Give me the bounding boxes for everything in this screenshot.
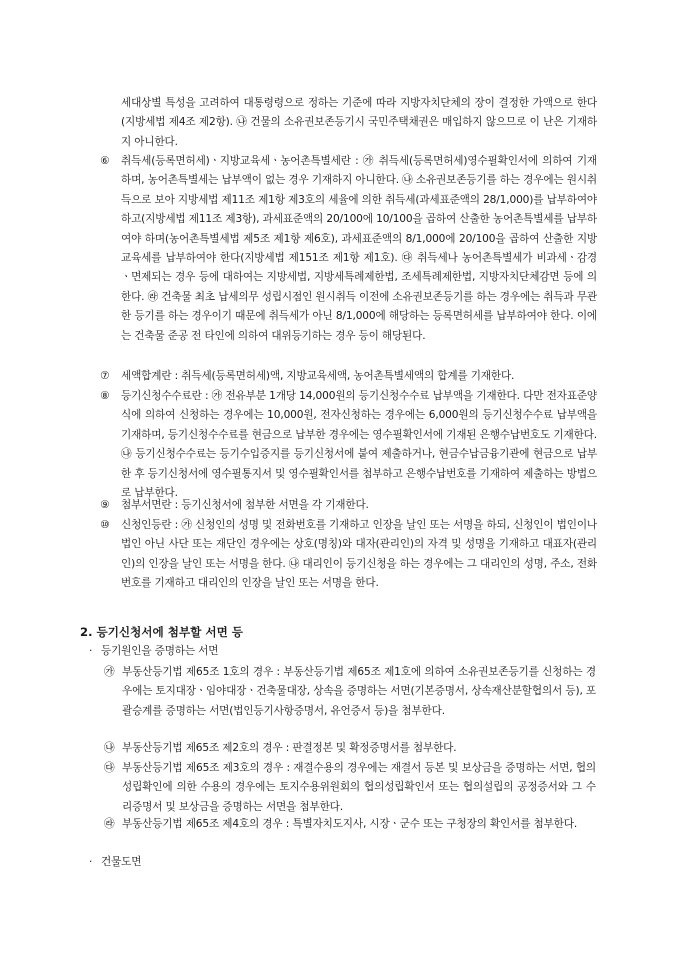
bullet-2-text: 건물도면 — [101, 856, 142, 868]
bullet-1-text: 등기원인을 증명하는 서면 — [101, 645, 219, 657]
subitem-2-marker: ㉯ — [104, 742, 115, 754]
item-8-marker: ⑧ — [100, 390, 110, 402]
item-7-text: 세액합계란 : 취득세(등록면허세)액, 지방교육세액, 농어촌특별세액의 합계를 기재한다. — [121, 370, 515, 382]
subitem-4-text: 부동산등기법 제65조 제4호의 경우 : 특별자치도지사, 시장ㆍ군수 또는 구청장의 확인서를 첨부한다. — [122, 818, 578, 830]
subitem-1-text: 부동산등기법 제65조 1호의 경우 : 부동산등기법 제65조 제1호에 의하여 소유권보존등기를 신청하는 경우에는 토지대장ㆍ임야대장ㆍ건축물대장, 상속을 증명하는 서면(기본증명서, 상속재산분할협의서 등), 포괄승계를 증명하는 서면(법인등기사항증명서, 유언증서 등)을 첨부한다. — [122, 666, 596, 717]
item-10-marker: ⑩ — [100, 519, 110, 531]
section-2-heading: 2. 등기신청서에 첨부할 서면 등 — [80, 625, 244, 639]
subitem-3-text: 부동산등기법 제65조 제3호의 경우 : 재결수용의 경우에는 재결서 등본 및 보상금을 증명하는 서면, 협의성립확인에 의한 수용의 경우에는 토지수용위원회의 협의성립확인서 또는 협의설립의 공정증서와 그 수리증명서 및 보상금을 증명하는 서면을 첨부한다. — [122, 762, 596, 813]
item-9-marker: ⑨ — [100, 499, 110, 511]
subitem-2-text: 부동산등기법 제65조 제2호의 경우 : 판결정본 및 확정증명서를 첨부한다. — [122, 742, 457, 754]
intro-paragraph: 세대상별 특성을 고려하여 대통령령으로 정하는 기준에 따라 지방자치단체의 장이 결정한 가액으로 한다(지방세법 제4조 제2항). ㉯ 건물의 소유권보존등기시 국민주택채권은 매입하지 않으므로 이 난은 기재하지 아니한다. — [121, 97, 597, 148]
subitem-4-marker: ㉱ — [104, 818, 115, 830]
item-6-text: 취득세(등록면허세)ㆍ지방교육세ㆍ농어촌특별세란 : ㉮ 취득세(등록면허세)영수필확인서에 의하여 기재하며, 농어촌특별세는 납부액이 없는 경우 기재하지 아니한다. ㉯ 소유권보존등기를 하는 경우에는 원시취득으로 보아 지방세법 제11조 제1항 제3호의 세율에 의한 취득세(과세표준액의 28/1,000)를 납부하여야 하고(지방세법 제11조 제3항), 과세표준액의 20/100에 10/100을 곱하여 산출한 농어촌특별세를 납부하여야 하며(농어촌특별세법 제5조 제1항 제6호), 과세표준액의 8/1,000에 20/100을 곱하여 산출한 지방교육세를 납부하여야 한다(지방세법 제151조 제1항 제1호). ㉰ 취득세나 농어촌특별세가 비과세ㆍ감경ㆍ면제되는 경우 등에 대하여는 지방세법, 지방세특례제한법, 조세특례제한법, 지방자치단체감면 등에 의한다. ㉱ 건축물 최초 납세의무 성립시점인 원시취득 이전에 소유권보존등기를 하는 경우에는 취득과 무관한 등기를 하는 경우이기 때문에 취득세가 아닌 8/1,000에 해당하는 등록면허세를 납부하여야 한다. 이에는 건축물 준공 전 타인에 의하여 대위등기하는 경우 등이 해당된다. — [121, 155, 597, 342]
subitem-1-marker: ㉮ — [104, 666, 115, 678]
item-9-text: 첨부서면란 : 등기신청서에 첨부한 서면을 각 기재한다. — [121, 499, 369, 511]
item-8-text: 등기신청수수료란 : ㉮ 전유부분 1개당 14,000원의 등기신청수수료 납부액을 기재한다. 다만 전자표준양식에 의하여 신청하는 경우에는 10,000원, 전자신청하는 경우에는 6,000원의 등기신청수수료 납부액을 기재하며, 등기신청수수료를 현금으로 납부한 경우에는 영수필확인서에 기재된 은행수납번호도 기재한다. ㉯ 등기신청수수료는 등기수입증지를 등기신청서에 붙여 제출하거나, 현금수납금융기관에 현금으로 납부한 후 등기신청서에 영수필통지서 및 영수필확인서를 첨부하고 은행수납번호를 기재하여 제출하는 방법으로 납부한다. — [121, 390, 597, 500]
bullet-dot: · — [89, 645, 93, 657]
subitem-3-marker: ㉰ — [104, 762, 115, 774]
item-7-marker: ⑦ — [100, 370, 110, 382]
item-6-marker: ⑥ — [100, 155, 110, 167]
bullet-dot: · — [89, 856, 93, 868]
item-10-text: 신청인등란 : ㉮ 신청인의 성명 및 전화번호를 기재하고 인장을 날인 또는 서명을 하되, 신청인이 법인이나 법인 아닌 사단 또는 재단인 경우에는 상호(명칭)와 대자(관리인)의 자격 및 성명을 기재하고 대표자(관리인)의 인장을 날인 또는 서명을 한다. ㉯ 대리인이 등기신청을 하는 경우에는 그 대리인의 성명, 주소, 전화번호를 기재하고 대리인의 인장을 날인 또는 서명을 한다. — [121, 519, 597, 590]
